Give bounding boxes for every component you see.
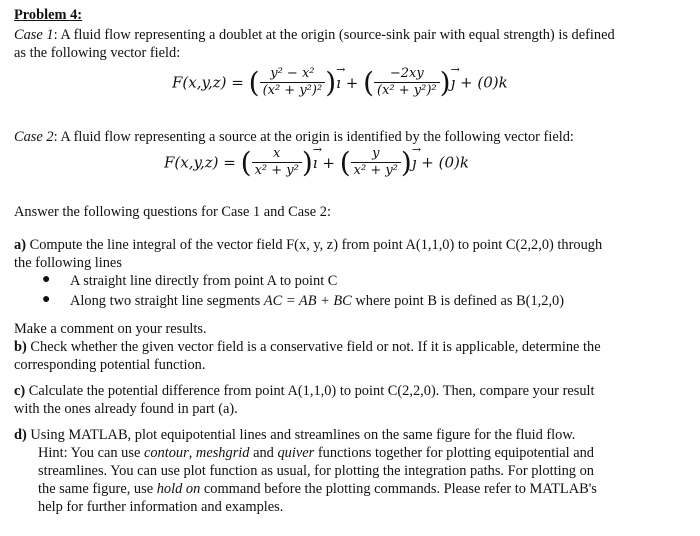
part-d-hint4: help for further information and examples. [38,499,284,515]
part-d-hint3: the same figure, use hold on command before the plotting commands. Please refer to MATLAB's [38,481,597,497]
case1-lhs: F(x,y,z) = [172,73,244,92]
case1-text: : A fluid flow representing a doublet at the origin (source-sink pair with equal strength) is defined [53,27,615,43]
part-a-bullet1: A straight line directly from point A to point C [70,273,338,289]
part-c-line2: with the ones already found in part (a). [14,401,238,417]
part-b-label: b) [14,339,27,355]
part-a-comment: Make a comment on your results. [14,321,207,337]
case1-label: Case 1 [14,27,54,43]
case2-fraction-i: $\frac{x}{\text{x² + y²}}$ [252,146,302,179]
bullet-dot: ● [42,272,51,287]
case1-text-cont: as the following vector field: [14,45,181,61]
part-a-line2: the following lines [14,255,122,271]
part-a-line1: a) Compute the line integral of the vector field F(x, y, z) from point A(1,1,0) to point C(2,2,0) through [14,237,603,253]
case1-fraction-i: $\frac{\text{y² − x²}}{\text{(x² + y²)²}}$ [260,66,326,99]
problem-title: Problem 4: [14,7,83,23]
part-d-label: d) [14,427,27,443]
case2-text: : A fluid flow representing a source at the origin is identified by the following vector field: [53,129,574,145]
part-b-line2: corresponding potential function. [14,357,206,373]
part-b-line1: b) Check whether the given vector field is a conservative field or not. If it is applicable, determine the [14,339,601,355]
case1-fraction-j: $\frac{-2xy}{\text{(x² + y²)²}}$ [374,66,440,99]
part-a-label: a) [14,237,26,253]
part-a-bullet2: Along two straight line segments AC = AB + BC where point B is defined as B(1,2,0) [70,293,565,309]
case2-label: Case 2 [14,129,54,145]
case1-intro [14,26,615,44]
case2-lhs: F(x,y,z) = [164,153,236,172]
part-c-label: c) [14,383,26,399]
case1-tail: + (0)k [460,73,508,92]
part-d-hint2: streamlines. You can use plot function as usual, for plotting the integration paths. For plotting on [38,463,594,479]
case2-equation: F(x,y,z) = ( $\frac{x}{\text{x² + y²}}$ )→ ı + ( $\frac{y}{\text{x² + y²}}$ )→ ȷ + (0)k [164,146,469,179]
j-unit-vector: → ȷ [451,74,460,92]
case2-fraction-j: $\frac{y}{\text{x² + y²}}$ [351,146,401,179]
bullet-dot: ● [42,292,51,307]
vector-equation: AC = AB + BC [263,293,352,309]
case2-intro [14,128,574,146]
answer-intro: Answer the following questions for Case 1 and Case 2: [14,204,331,220]
case2-tail: + (0)k [421,153,469,172]
part-c-line1: c) Calculate the potential difference from point A(1,1,0) to point C(2,2,0). Then, compare your result [14,383,595,399]
part-d-hint1: Hint: You can use contour, meshgrid and quiver functions together for plotting equipotential and [38,445,595,461]
i-unit-vector: → ı + [336,74,358,92]
case1-equation: F(x,y,z) = ( $\frac{\text{y² − x²}}{\text{(x² + y²)²}}$ )→ ı + ( $\frac{-2xy}{\text{(x² + y²)²}}$ )→ ȷ + (0)k [172,66,508,99]
part-d-line1: d) Using MATLAB, plot equipotential lines and streamlines on the same figure for the fluid flow. [14,427,576,443]
